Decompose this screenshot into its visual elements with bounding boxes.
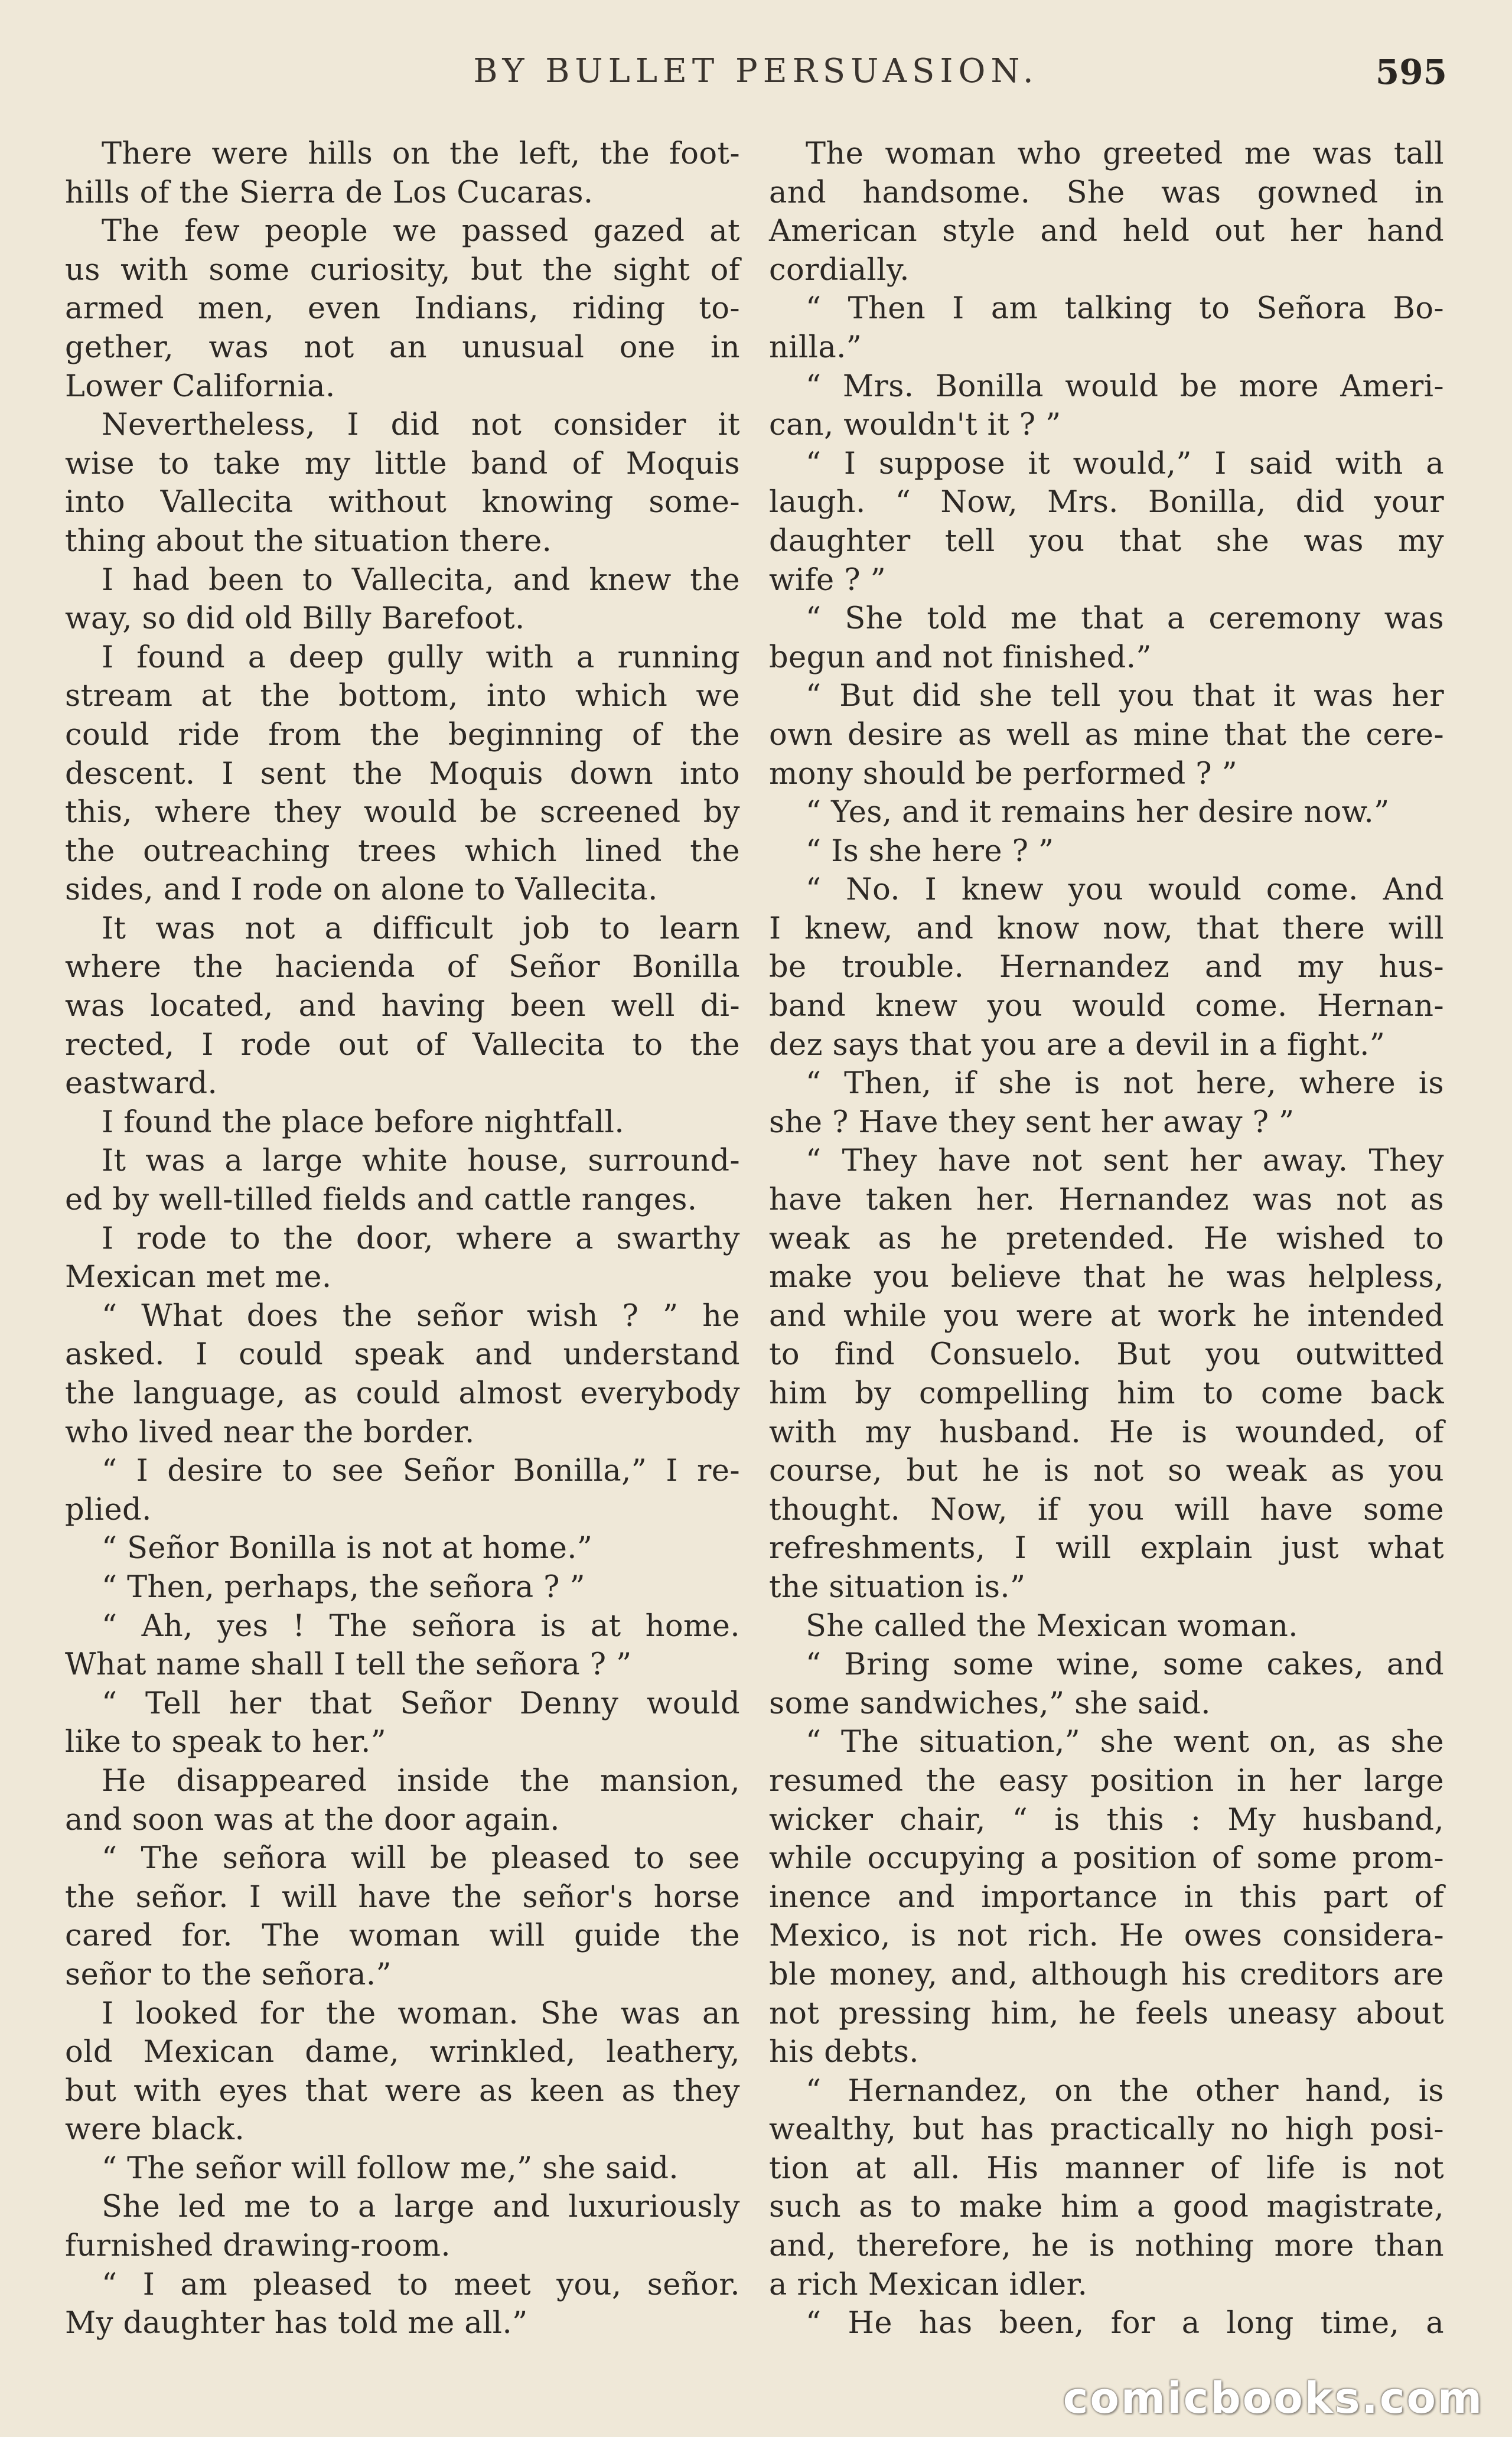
text-line: nilla.” (769, 330, 862, 365)
text-line: have taken her. Hernandez was not as (769, 1182, 1444, 1218)
text-line: band knew you would come. Hernan- (769, 989, 1444, 1024)
text-line: asked. I could speak and understand (65, 1337, 740, 1373)
text-line: course, but he is not so weak as you (769, 1454, 1444, 1489)
text-line: “ Then I am talking to Señora Bo- (806, 291, 1444, 327)
text-line: and, therefore, he is nothing more than (769, 2229, 1444, 2264)
text-line: some sandwiches,” she said. (769, 1686, 1211, 1721)
text-line: to find Consuelo. But you outwitted (769, 1337, 1444, 1373)
text-line: The few people we passed gazed at (102, 214, 740, 249)
text-line: I knew, and know now, that there will (769, 911, 1444, 946)
text-line: I found a deep gully with a running (102, 640, 740, 675)
text-line: eastward. (65, 1066, 218, 1102)
text-line: It was not a difficult job to learn (102, 911, 740, 946)
left-text-column (65, 135, 740, 2343)
text-line: rected, I rode out of Vallecita to the (65, 1027, 740, 1063)
text-line: It was a large white house, surround- (102, 1143, 740, 1179)
text-line: “ The señora will be pleased to see (102, 1841, 740, 1876)
text-line: I looked for the woman. She was an (102, 1996, 740, 2031)
text-line: stream at the bottom, into which we (65, 679, 740, 714)
text-line: She led me to a large and luxuriously (102, 2190, 740, 2225)
text-line: a rich Mexican idler. (769, 2267, 1088, 2302)
text-line: “ He has been, for a long time, a (806, 2306, 1444, 2341)
text-line: “ Yes, and it remains her desire now.” (806, 795, 1390, 830)
text-line: cordially. (769, 252, 910, 288)
text-line: “ No. I knew you would come. And (806, 872, 1444, 908)
text-line: “ Then, if she is not here, where is (806, 1066, 1444, 1102)
text-line: wealthy, but has practically no high posi- (769, 2112, 1444, 2148)
text-line: “ Mrs. Bonilla would be more Ameri- (806, 369, 1444, 404)
text-line: who lived near the border. (65, 1415, 475, 1450)
text-line: “ Tell her that Señor Denny would (102, 1686, 740, 1721)
text-line: furnished drawing-room. (65, 2229, 451, 2264)
text-line: resumed the easy position in her large (769, 1763, 1444, 1799)
text-line: “ Ah, yes ! The señora is at home. (102, 1608, 740, 1644)
text-line: mony should be performed ? ” (769, 756, 1238, 791)
text-line: with my husband. He is wounded, of (769, 1415, 1444, 1450)
text-line: He disappeared inside the mansion, (102, 1763, 740, 1799)
text-line: I rode to the door, where a swarthy (102, 1221, 740, 1256)
text-line: “ Then, perhaps, the señora ? ” (102, 1569, 585, 1605)
text-line: “ Hernandez, on the other hand, is (806, 2073, 1444, 2109)
text-line: hills of the Sierra de Los Cucaras. (65, 175, 594, 210)
text-line: armed men, even Indians, riding to- (65, 291, 740, 327)
text-line: old Mexican dame, wrinkled, leathery, (65, 2035, 740, 2070)
running-title: BY BULLET PERSUASION. (473, 52, 1039, 90)
text-line: dez says that you are a devil in a fight.” (769, 1027, 1386, 1063)
text-line: What name shall I tell the señora ? ” (65, 1647, 632, 1683)
text-line: “ They have not sent her away. They (806, 1143, 1444, 1179)
text-line: Mexican met me. (65, 1260, 332, 1295)
text-line: could ride from the beginning of the (65, 717, 740, 752)
text-line: “ I desire to see Señor Bonilla,” I re- (102, 1454, 740, 1489)
text-line: “ But did she tell you that it was her (806, 679, 1444, 714)
page-number: 595 (1375, 52, 1447, 92)
text-line: “ Is she here ? ” (806, 833, 1054, 869)
text-line: descent. I sent the Moquis down into (65, 756, 740, 791)
text-line: The woman who greeted me was tall (806, 136, 1444, 171)
text-line: “ I suppose it would,” I said with a (806, 446, 1444, 481)
text-line: There were hills on the left, the foot- (102, 136, 740, 171)
text-line: sides, and I rode on alone to Vallecita. (65, 872, 658, 908)
text-line: thought. Now, if you will have some (769, 1492, 1444, 1527)
text-line: inence and importance in this part of (769, 1879, 1444, 1915)
text-line: wicker chair, “ is this : My husband, (769, 1802, 1444, 1837)
text-line: tion at all. His manner of life is not (769, 2151, 1444, 2186)
text-line: his debts. (769, 2035, 919, 2070)
text-line: this, where they would be screened by (65, 795, 740, 830)
text-line: plied. (65, 1492, 152, 1527)
text-line: “ She told me that a ceremony was (806, 601, 1444, 637)
text-line: Nevertheless, I did not consider it (102, 408, 740, 443)
text-line: the situation is.” (769, 1569, 1026, 1605)
text-line: Mexico, is not rich. He owes considera- (769, 1918, 1444, 1954)
text-line: “ Bring some wine, some cakes, and (806, 1647, 1444, 1683)
text-line: the outreaching trees which lined the (65, 833, 740, 869)
text-line: wise to take my little band of Moquis (65, 446, 740, 481)
text-line: I found the place before nightfall. (102, 1105, 624, 1140)
text-line: refreshments, I will explain just what (769, 1531, 1444, 1566)
text-line: Lower California. (65, 369, 335, 404)
text-line: “ I am pleased to meet you, señor. (102, 2267, 740, 2302)
text-line: “ The situation,” she went on, as she (806, 1725, 1444, 1760)
text-line: into Vallecita without knowing some- (65, 485, 740, 520)
text-line: while occupying a position of some prom- (769, 1841, 1444, 1876)
text-line: “ The señor will follow me,” she said. (102, 2151, 679, 2186)
text-line: such as to make him a good magistrate, (769, 2190, 1444, 2225)
text-line: and handsome. She was gowned in (769, 175, 1444, 210)
text-line: were black. (65, 2112, 245, 2148)
text-line: weak as he pretended. He wished to (769, 1221, 1444, 1256)
right-text-column (769, 135, 1444, 2343)
text-line: she ? Have they sent her away ? ” (769, 1105, 1295, 1140)
text-line: way, so did old Billy Barefoot. (65, 601, 525, 637)
text-line: us with some curiosity, but the sight of (65, 252, 740, 288)
text-line: My daughter has told me all.” (65, 2306, 528, 2341)
text-line: daughter tell you that she was my (769, 523, 1444, 559)
text-line: can, wouldn't it ? ” (769, 408, 1061, 443)
text-line: ed by well-tilled fields and cattle ranges. (65, 1182, 698, 1218)
text-line: She called the Mexican woman. (806, 1608, 1298, 1644)
text-line: where the hacienda of Señor Bonilla (65, 950, 740, 985)
text-line: own desire as well as mine that the cere- (769, 717, 1444, 752)
text-line: wife ? ” (769, 562, 887, 598)
text-line: him by compelling him to come back (769, 1376, 1444, 1411)
text-line: American style and held out her hand (769, 214, 1444, 249)
text-line: thing about the situation there. (65, 523, 552, 559)
text-line: ble money, and, although his creditors are (769, 1957, 1444, 1992)
text-line: but with eyes that were as keen as they (65, 2073, 740, 2109)
text-line: laugh. “ Now, Mrs. Bonilla, did your (769, 485, 1444, 520)
text-line: “ Señor Bonilla is not at home.” (102, 1531, 593, 1566)
text-line: like to speak to her.” (65, 1725, 387, 1760)
text-line: and soon was at the door again. (65, 1802, 560, 1837)
text-line: the señor. I will have the señor's horse (65, 1879, 740, 1915)
text-line: and while you were at work he intended (769, 1298, 1444, 1334)
text-line: I had been to Vallecita, and knew the (102, 562, 740, 598)
watermark: comicbooks.com (1063, 2373, 1484, 2423)
text-line: was located, and having been well di- (65, 989, 740, 1024)
page-header (0, 52, 1512, 105)
text-line: señor to the señora.” (65, 1957, 392, 1992)
text-line: not pressing him, he feels uneasy about (769, 1996, 1444, 2031)
text-line: gether, was not an unusual one in (65, 330, 740, 365)
text-line: “ What does the señor wish ? ” he (102, 1298, 740, 1334)
text-line: be trouble. Hernandez and my hus- (769, 950, 1444, 985)
text-line: make you believe that he was helpless, (769, 1260, 1444, 1295)
text-line: cared for. The woman will guide the (65, 1918, 740, 1954)
text-line: the language, as could almost everybody (65, 1376, 740, 1411)
text-line: begun and not finished.” (769, 640, 1152, 675)
